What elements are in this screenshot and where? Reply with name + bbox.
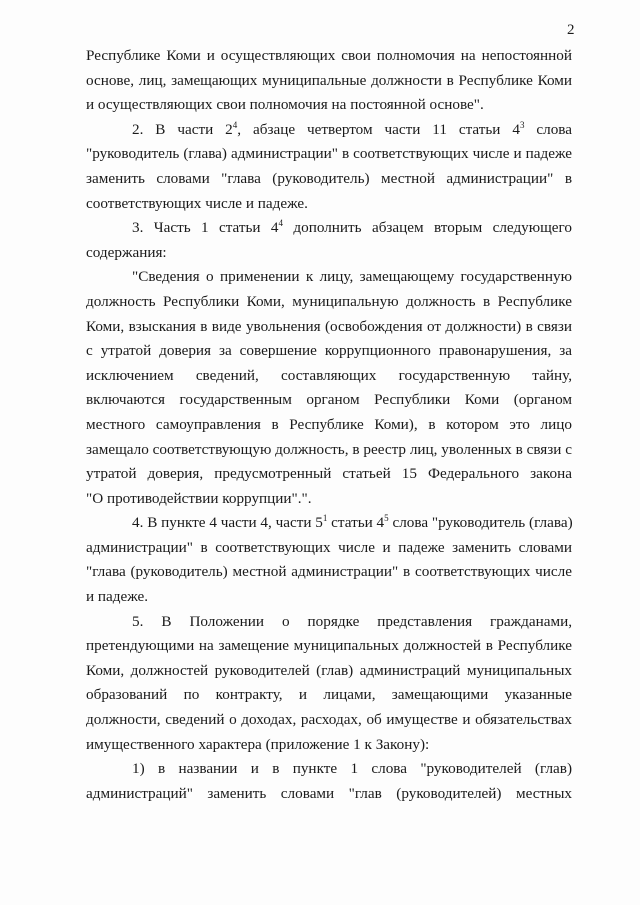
text-line: и падеже. bbox=[86, 588, 149, 606]
text-line: 1) в названии и в пункте 1 слова "руководителей (глав) bbox=[132, 760, 572, 778]
text-line: Республике Коми и осуществляющих свои полномочия на непостоянной bbox=[86, 47, 572, 64]
text-line: имущественного характера (приложение 1 к Закону): bbox=[86, 735, 430, 753]
text-line: претендующими на замещение муниципальных должностей в Республике bbox=[86, 637, 572, 655]
text-line: 4. В пункте 4 части 4, части $5^1$ статьи $4^5$ слова "руководитель (глава) bbox=[132, 513, 573, 532]
text-line: утратой доверия, предусмотренный статьей 15 Федерального закона bbox=[86, 465, 572, 483]
text-line: соответствующих числе и падеже. bbox=[86, 194, 308, 212]
text-line: с утратой доверия за совершение коррупционного правонарушения, за bbox=[86, 342, 572, 360]
text-line: администрации" в соответствующих числе и падеже заменить словами bbox=[86, 538, 572, 556]
text-line: и осуществляющих свои полномочия на постоянной основе". bbox=[86, 96, 484, 114]
text-line: Коми, взыскания в виде увольнения (освобождения от должности) в связи bbox=[86, 317, 572, 335]
text-line: содержания: bbox=[86, 243, 167, 261]
text-line: 3. Часть 1 статьи $4^4$ дополнить абзацем вторым следующего bbox=[132, 218, 572, 237]
text-line: "О противодействии коррупции".". bbox=[86, 489, 312, 507]
text-line: замещало соответствующую должность, в реестр лиц, уволенных в связи с bbox=[86, 440, 572, 458]
document-body bbox=[86, 44, 572, 806]
text-line: включаются государственным органом Республики Коми (органом bbox=[86, 391, 572, 409]
text-line: должности, сведений о доходах, расходах, об имуществе и обязательствах bbox=[86, 711, 572, 729]
text-line: администраций" заменить словами "глав (руководителей) местных bbox=[86, 784, 572, 802]
text-line: образований по контракту, и лицами, замещающими указанные bbox=[86, 686, 572, 704]
text-line: основе, лиц, замещающих муниципальные должности в Республике Коми bbox=[86, 71, 572, 89]
text-line: Коми, должностей руководителей (глав) администраций муниципальных bbox=[86, 661, 572, 679]
text-line: "глава (руководитель) местной администрации" в соответствующих числе bbox=[86, 563, 572, 581]
page-number: 2 bbox=[567, 22, 575, 38]
text-line: исключением сведений, составляющих государственную тайну, bbox=[86, 366, 572, 384]
text-line: 5. В Положении о порядке представления гражданами, bbox=[132, 612, 572, 630]
text-line: 2. В части $2^4$, абзаце четвертом части 11 статьи $4^3$ слова bbox=[132, 119, 572, 138]
text-line: заменить словами "глава (руководитель) местной администрации" в bbox=[86, 169, 572, 187]
text-line: "руководитель (глава) администрации" в соответствующих числе и падеже bbox=[86, 145, 572, 163]
text-line: должность Республики Коми, муниципальную должность в Республике bbox=[86, 292, 572, 310]
text-line: местного самоуправления в Республике Коми), в котором это лицо bbox=[86, 415, 572, 433]
text-line: "Сведения о применении к лицу, замещающему государственную bbox=[132, 268, 572, 286]
